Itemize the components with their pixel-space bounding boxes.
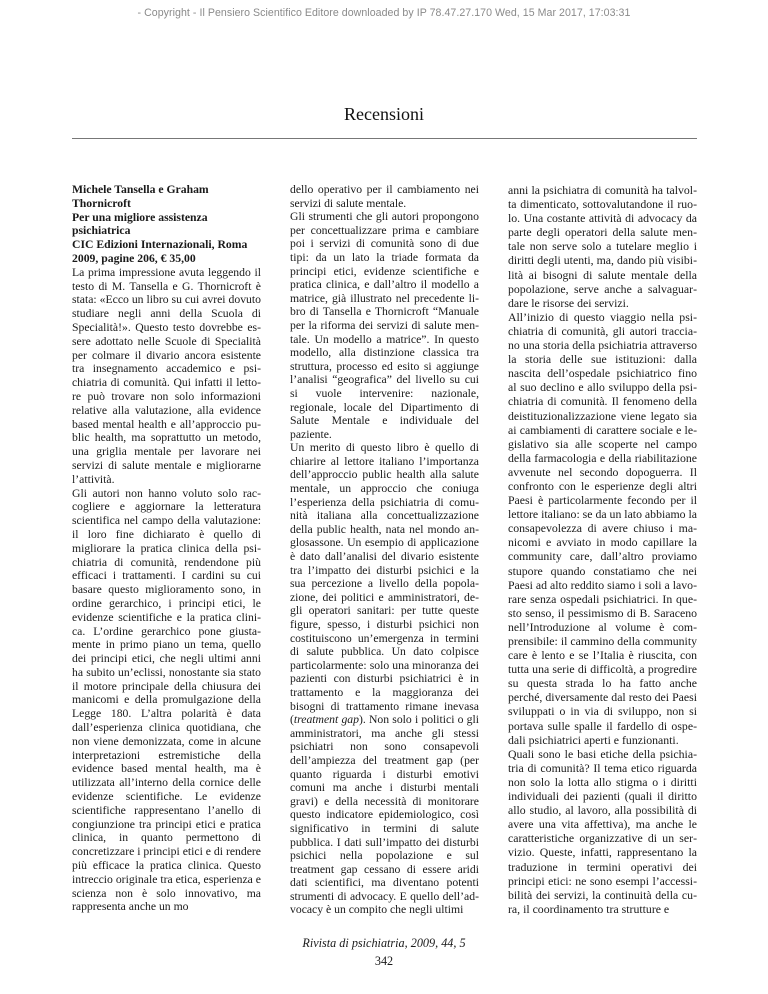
text-column-1 [72,183,261,914]
paragraph: Quali sono le basi etiche della psichiatria di comunità? Il tema etico riguarda non solo la lotta allo stigma o i diritti individuali dei pazienti (quali il diritto allo studio, al lavoro, alla possibilità di avere una vita affettiva), ma anche le caratteristiche organizzative di un servizio. Queste, infatti, rappresentano la traduzione in termini operativi dei principi etici: ne sono esempi l’accessibilità dei servizi, la continuità della cura, il coordinamento tra strutture e [508,746,697,916]
paragraph: dello operativo per il cambiamento nei servizi di salute mentale. [290,183,479,210]
header-rule [72,138,697,139]
paragraph: La prima impressione avuta leggendo il testo di M. Tansella e G. Thornicroft è stata: «Ecco un libro su cui avrei dovuto studiare negli anni della Scuola di Specialità!». Questo testo dovrebbe essere adottato nelle Scuole di Specialità per colmare il divario ancora esistente tra insegnamento accademico e psichiatria di comunità. Qui infatti il lettore può trovare non solo informazioni relative alla valutazione, alla evidence based mental health e all’approccio public health, ma soprattutto un metodo, una griglia mentale per lavorare nei servizi di salute mentale e migliorarne l’attività. [72,265,261,486]
paragraph: All’inizio di questo viaggio nella psichiatria di comunità, gli autori tracciano una storia della psichiatria attraverso la storia delle sue istituzioni: dalla nascita dell’ospedale psichiatrico fino al suo declino e allo sviluppo della psichiatria di comunità. Il fenomeno della deistituzionalizzazione viene legato sia ai cambiamenti di carattere sociale e legislativo sia alle scoperte nel campo della farmacologia e della riabilitazione avvenute nel secondo dopoguerra. Il confronto con le esperienze degli altri Paesi è particolarmente fecondo per il lettore italiano: se da un lato abbiamo la consapevolezza di avere chiuso i manicomi e avviato in modo capillare la community care, dall’altro proviamo stupore quando constatiamo che nei Paesi ad alto reddito siamo i soli a lavorare senza ospedali psichiatrici. In questo senso, il pessimismo di B. Saraceno nell’Introduzione al volume è comprensibile: il cammino della community care è lento e se l’Italia è riuscita, con tutta una serie di difficoltà, a progredire su questa strada lo ha fatto anche perché, diversamente dal resto dei Paesi sviluppati o in via di sviluppo, non si portava sulle spalle il fardello di ospedali psichiatrici aperti e funzionanti. [508,309,698,747]
section-title: Recensioni [344,104,424,124]
paragraph: anni la psichiatra di comunità ha talvolta dimenticato, sottovalutandone il ruolo. Una costante attività di advocacy da parte degli operatori della salute mentale non serve solo a tutelare meglio i diritti degli utenti, ma, dando più visibilità ai bisogni di salute mentale della popolazione, serve anche a salvaguardare le risorse dei servizi. [508,183,697,310]
book-details: 2009, pagine 206, € 35,00 [72,251,196,265]
book-reference [72,183,261,266]
text-column-2 [290,183,479,917]
book-authors: Michele Tansella e Graham Thornicroft [72,183,209,210]
book-publisher: CIC Edizioni Internazionali, Roma [72,238,248,252]
book-title: Per una migliore assistenza psichiatrica [72,210,208,238]
paragraph: Un merito di questo libro è quello di chiarire al lettore italiano l’importanza dell’approccio public health alla salute mentale, un approccio che coniuga l’esperienza della psichiatria di comunità italiana alla concettualizzazione della public health, nata nel mondo anglosassone. Un esempio di applicazione è dato dall’analisi del divario esistente tra l’impatto dei disturbi psichici e la sua percezione a livello della popolazione, dei politici e amministratori, degli operatori sanitari: per tutte queste figure, spesso, i disturbi psichici non costituiscono un’emergenza in termini di salute pubblica. Un dato colpisce particolarmente: solo una minoranza dei pazienti con disturbi psichiatrici è in trattamento e la maggioranza dei bisogni di trattamento rimane inevasa (treatment gap). Non solo i politici o gli amministratori, ma anche gli stessi psichiatri non sono consapevoli dell’ampiezza del treatment gap (per quanto riguarda i disturbi emotivi comuni ma anche i disturbi mentali gravi) e della necessità di monitorare questo indicatore epidemiologico, così significativo in termini di salute pubblica. I dati sull’impatto dei disturbi psichici nella popolazione e sul treatment gap cessano di essere aridi dati scientifici, ma diventano potenti strumenti di advocacy. E quello dell’advocacy è un compito che negli ultimi [290,441,480,917]
page-number: 342 [374,954,394,968]
text-column-3 [508,183,697,916]
paragraph: Gli strumenti che gli autori propongono per concettualizzare prima e cambiare poi i servizi di comunità sono di due tipi: da un lato la triade formata da principi etici, evidenze scientifiche e pratica clinica, e dall’altro il modello a matrice, già illustrato nel precedente libro di Tansella e Thornicroft “Manuale per la riforma dei servizi di salute mentale. Un modello a matrice”. In questo modello, alla distinzione classica tra struttura, processo ed esito si aggiunge l’analisi “geografica” del livello su cui si vuole intervenire: nazionale, regionale, locale del Dipartimento di Salute Mentale e individuale del paziente. [290,210,479,441]
paragraph: Gli autori non hanno voluto solo raccogliere e aggiornare la letteratura scientifica nel campo della valutazione: il loro fine dichiarato è quello di migliorare la pratica clinica della psichiatria di comunità, rendendone più efficaci i trattamenti. I cardini su cui basare questo miglioramento sono, in ordine gerarchico, i principi etici, le evidenze scientifiche e la pratica clinica. L’ordine gerarchico pone giustamente in primo piano un tema, quello dei principi etici, che negli ultimi anni ha subito un’eclissi, nonostante sia stato il motore principale della chiusura dei manicomi e della promulgazione della Legge 180. L’altra polarità è data dall’esperienza clinica quotidiana, che non viene demonizzata, come in alcune interpretazioni estremistiche della evidence based mental health, ma è utilizzata all’interno della cornice delle evidenze scientifiche. Le evidenze scientifiche rappresentano l’anello di congiunzione tra principi etici e pratica clinica, in quanto permettono di concretizzare i principi etici e di rendere più efficace la pratica clinica. Questo intreccio originale tra etica, esperienza e scienza non è solo innovativo, ma rappresenta anche un mo [72,486,261,914]
copyright-notice: - Copyright - Il Pensiero Scientifico Editore downloaded by IP 78.47.27.170 Wed, 15 Mar 2017, 17:03:31 [137,7,631,19]
term-treatment-gap: treatment gap [293,713,359,727]
footer-journal: Rivista di psichiatria, 2009, 44, 5 [302,936,466,950]
